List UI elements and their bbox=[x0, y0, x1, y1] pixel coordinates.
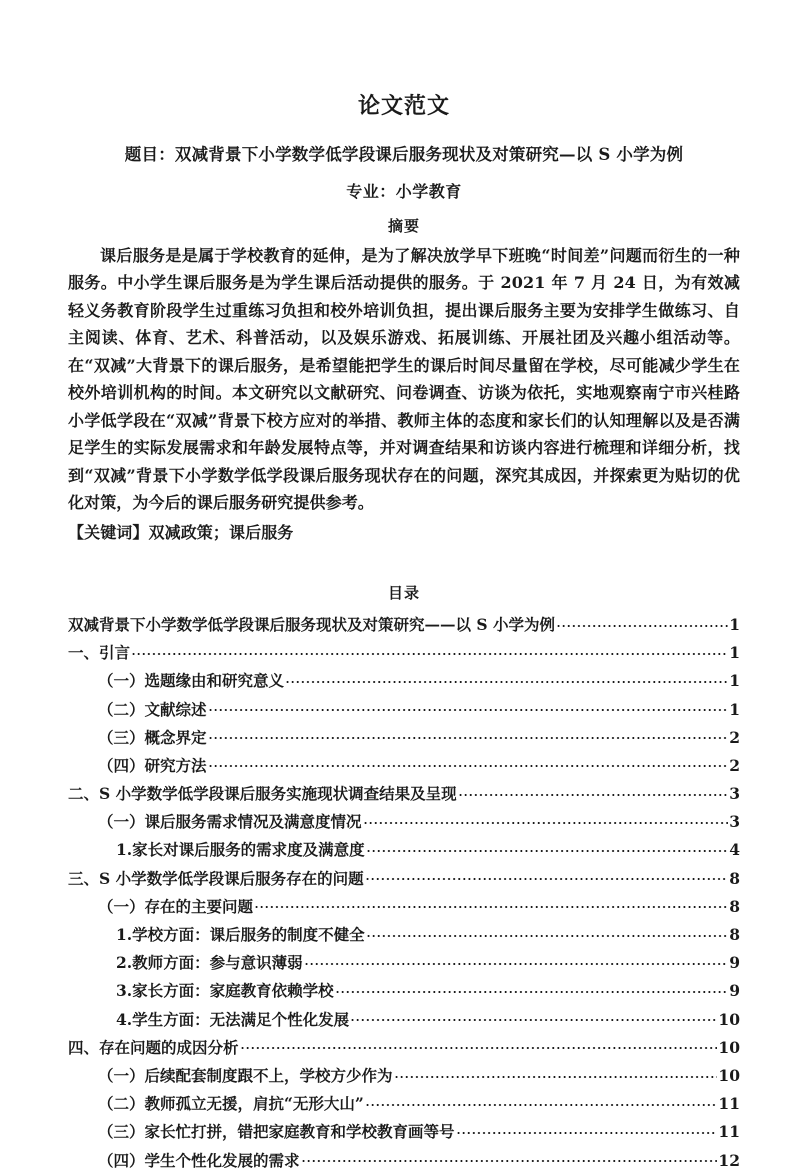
toc-leader-dots bbox=[365, 1094, 718, 1110]
toc-entry[interactable] bbox=[68, 1145, 740, 1173]
toc-entry-page-number: 10 bbox=[718, 1065, 740, 1085]
toc-entry-label: （一）课后服务需求情况及满意度情况 bbox=[98, 812, 362, 832]
toc-leader-dots bbox=[240, 1037, 718, 1053]
toc-entry[interactable] bbox=[68, 1117, 740, 1145]
toc-entry-page-number: 1 bbox=[729, 671, 740, 691]
toc-entry[interactable] bbox=[68, 750, 740, 778]
toc-entry[interactable] bbox=[68, 1032, 740, 1060]
toc-entry[interactable] bbox=[68, 948, 740, 976]
toc-entry-label: 双减背景下小学数学低学段课后服务现状及对策研究——以 S 小学为例 bbox=[68, 614, 555, 634]
toc-entry-page-number: 3 bbox=[729, 812, 740, 832]
toc-entry-label: （一）选题缘由和研究意义 bbox=[98, 671, 285, 691]
toc-entry-page-number: 11 bbox=[718, 1122, 740, 1142]
toc-entry-page-number: 2 bbox=[729, 727, 740, 747]
toc-entry-label: （一）后续配套制度跟不上，学校方少作为 bbox=[98, 1065, 393, 1085]
toc-entry-label: （二）文献综述 bbox=[98, 699, 207, 719]
toc-entry-label: （四）研究方法 bbox=[98, 755, 207, 775]
toc-entry-page-number: 3 bbox=[729, 784, 740, 804]
toc-entry-label: （三）概念界定 bbox=[98, 727, 207, 747]
toc-entry-page-number: 8 bbox=[729, 925, 740, 945]
abstract-heading: 摘要 bbox=[387, 216, 420, 235]
toc-leader-dots bbox=[350, 1009, 717, 1025]
toc-leader-dots bbox=[254, 896, 728, 912]
toc-entry[interactable] bbox=[68, 807, 740, 835]
toc-entry-page-number: 12 bbox=[718, 1150, 740, 1170]
toc-entry[interactable] bbox=[68, 891, 740, 919]
toc-entry-page-number: 1 bbox=[729, 614, 740, 634]
toc-entry-label: 三、S 小学数学低学段课后服务存在的问题 bbox=[68, 868, 364, 888]
toc-entry-page-number: 2 bbox=[729, 755, 740, 775]
toc-entry[interactable] bbox=[68, 1060, 740, 1088]
toc-leader-dots bbox=[335, 981, 729, 997]
toc-entry-page-number: 11 bbox=[718, 1094, 740, 1114]
thesis-subject-line: 题目：双减背景下小学数学低学段课后服务现状及对策研究—以 S 小学为例 bbox=[124, 144, 684, 164]
toc-leader-dots bbox=[304, 953, 729, 969]
toc-entry[interactable] bbox=[68, 638, 740, 666]
toc-entry-page-number: 9 bbox=[729, 981, 740, 1001]
toc-entry-label: 2.教师方面：参与意识薄弱 bbox=[116, 953, 303, 973]
toc-list bbox=[68, 609, 740, 1173]
thesis-major-line: 专业：小学教育 bbox=[346, 181, 462, 201]
toc-entry-page-number: 8 bbox=[729, 868, 740, 888]
toc-entry-label: 一、引言 bbox=[68, 643, 131, 663]
toc-leader-dots bbox=[131, 643, 728, 659]
toc-entry[interactable] bbox=[68, 863, 740, 891]
toc-entry[interactable] bbox=[68, 722, 740, 750]
toc-leader-dots bbox=[365, 868, 729, 884]
toc-entry[interactable] bbox=[68, 666, 740, 694]
toc-entry-label: 1.家长对课后服务的需求度及满意度 bbox=[116, 840, 365, 860]
toc-leader-dots bbox=[208, 699, 729, 715]
toc-leader-dots bbox=[366, 925, 729, 941]
toc-entry-label: （一）存在的主要问题 bbox=[98, 896, 254, 916]
toc-entry-label: 3.家长方面：家庭教育依赖学校 bbox=[116, 981, 334, 1001]
toc-entry-page-number: 1 bbox=[729, 643, 740, 663]
toc-entry-label: 1.学校方面：课后服务的制度不健全 bbox=[116, 925, 365, 945]
toc-leader-dots bbox=[208, 755, 729, 771]
toc-entry[interactable] bbox=[68, 694, 740, 722]
toc-leader-dots bbox=[366, 840, 729, 856]
toc-leader-dots bbox=[394, 1065, 718, 1081]
toc-entry-page-number: 8 bbox=[729, 896, 740, 916]
toc-entry-page-number: 9 bbox=[729, 953, 740, 973]
toc-entry-page-number: 10 bbox=[718, 1037, 740, 1057]
keywords-line: 【关键词】双减政策；课后服务 bbox=[68, 522, 294, 542]
abstract-body: 课后服务是是属于学校教育的延伸，是为了解决放学早下班晚“时间差”问题而衍生的一种服务。中小学生课后服务是为学生课后活动提供的服务。于 2021 年 7 月 24 日，为有效减轻义务教育阶段学生过重练习负担和校外培训负担，提出课后服务主要为安排学生做练习、自主阅读、体育、艺术、科普活动，以及娱乐游戏、拓展训练、开展社团及兴趣小组活动等。在“双减”大背景下的课后服务，是希望能把学生的课后时间尽量留在学校，尽可能减少学生在校外培训机构的时间。本文研究以文献研究、问卷调查、访谈为依托，实地观察南宁市兴桂路小学低学段在“双减”背景下校方应对的举措、教师主体的态度和家长们的认知理解以及是否满足学生的实际发展需求和年龄发展特点等，并对调查结果和访谈内容进行梳理和详细分析，找到“双减”背景下小学数学低学段课后服务现状存在的问题，深究其成因，并探索更为贴切的优化对策，为今后的课后服务研究提供参考。 bbox=[68, 245, 740, 513]
toc-entry[interactable] bbox=[68, 1004, 740, 1032]
toc-entry-label: （四）学生个性化发展的需求 bbox=[98, 1150, 300, 1170]
toc-entry[interactable] bbox=[68, 976, 740, 1004]
toc-entry-label: 四、存在问题的成因分析 bbox=[68, 1037, 239, 1057]
page-content bbox=[68, 0, 740, 1173]
toc-entry[interactable] bbox=[68, 778, 740, 806]
toc-heading: 目录 bbox=[387, 584, 420, 603]
toc-leader-dots bbox=[456, 1122, 718, 1138]
toc-entry-label: 二、S 小学数学低学段课后服务实施现状调查结果及呈现 bbox=[68, 784, 457, 804]
toc-entry-page-number: 4 bbox=[729, 840, 740, 860]
toc-leader-dots bbox=[208, 727, 729, 743]
document-title: 论文范文 bbox=[357, 93, 450, 119]
toc-entry[interactable] bbox=[68, 835, 740, 863]
toc-entry[interactable] bbox=[68, 919, 740, 947]
toc-leader-dots bbox=[363, 812, 729, 828]
toc-entry-label: （二）教师孤立无援，肩抗“无形大山” bbox=[98, 1094, 364, 1114]
toc-leader-dots bbox=[285, 671, 728, 687]
toc-entry-label: （三）家长忙打拼，错把家庭教育和学校教育画等号 bbox=[98, 1122, 455, 1142]
toc-leader-dots bbox=[556, 614, 728, 630]
toc-leader-dots bbox=[458, 784, 729, 800]
toc-leader-dots bbox=[301, 1150, 718, 1166]
toc-entry-label: 4.学生方面：无法满足个性化发展 bbox=[116, 1009, 350, 1029]
toc-entry[interactable] bbox=[68, 609, 740, 637]
toc-entry-page-number: 1 bbox=[729, 699, 740, 719]
toc-entry-page-number: 10 bbox=[718, 1009, 740, 1029]
toc-entry[interactable] bbox=[68, 1089, 740, 1117]
